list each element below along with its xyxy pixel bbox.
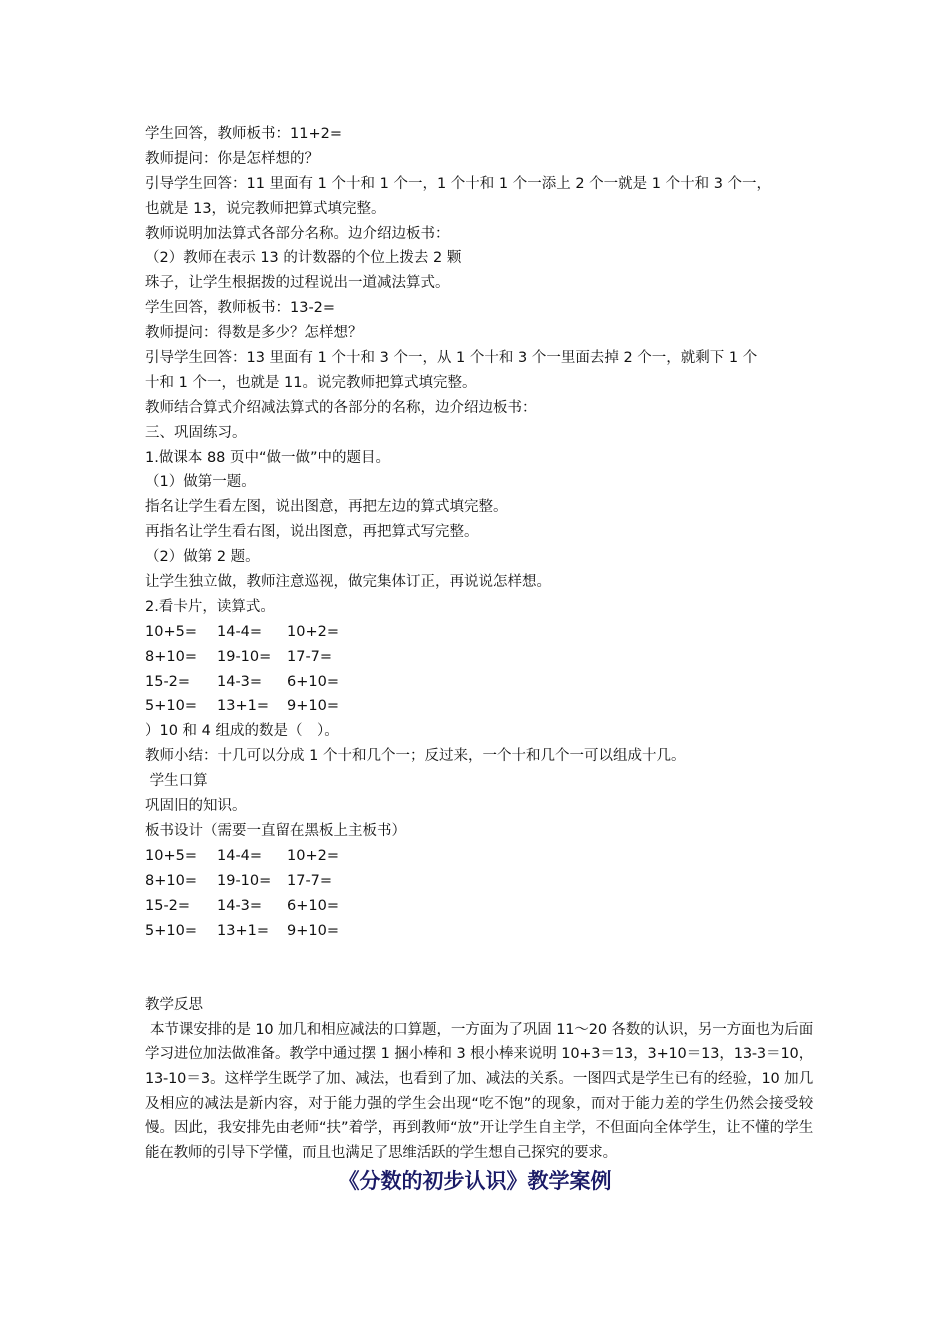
text-line: 让学生独立做，教师注意巡视，做完集体订正，再说说怎样想。 bbox=[145, 574, 551, 591]
equation: 8+10= bbox=[145, 648, 197, 665]
text-line: 学生回答，教师板书：13-2= bbox=[145, 300, 336, 317]
equation: 6+10= bbox=[287, 673, 339, 690]
text-line: 教师说明加法算式各部分名称。边介绍边板书： bbox=[145, 225, 450, 242]
text-line: （2）做第 2 题。 bbox=[145, 549, 260, 566]
equation: 5+10= bbox=[145, 922, 197, 939]
lesson-body bbox=[145, 122, 825, 943]
equation: 9+10= bbox=[287, 922, 339, 939]
equation: 14-3= bbox=[217, 897, 263, 914]
text-line: 再指名让学生看右图，说出图意，再把算式写完整。 bbox=[145, 524, 479, 541]
text-line: 也就是 13，说完教师把算式填完整。 bbox=[145, 200, 386, 217]
equation-row bbox=[145, 620, 825, 645]
equation: 9+10= bbox=[287, 698, 339, 715]
next-case-title: 《分数的初步认识》教学案例 bbox=[338, 1168, 612, 1193]
equation: 10+2= bbox=[287, 847, 339, 864]
text-line: 教师提问：你是怎样想的？ bbox=[145, 150, 319, 167]
equation: 10+5= bbox=[145, 623, 197, 640]
equation: 14-3= bbox=[217, 673, 263, 690]
text-line: 珠子，让学生根据拨的过程说出一道减法算式。 bbox=[145, 275, 450, 292]
equation: 17-7= bbox=[287, 872, 333, 889]
equation: 10+2= bbox=[287, 623, 339, 640]
card-equations-2 bbox=[145, 844, 825, 944]
equation: 5+10= bbox=[145, 698, 197, 715]
equation: 14-4= bbox=[217, 623, 263, 640]
text-line: 学生回答，教师板书：11+2= bbox=[145, 126, 342, 142]
text-line: 引导学生回答：13 里面有 1 个十和 3 个一，从 1 个十和 3 个一里面去掉 2 个一，就剩下 1 个 bbox=[145, 350, 758, 367]
text-line: （1）做第一题。 bbox=[145, 474, 256, 491]
equation: 15-2= bbox=[145, 897, 191, 914]
equation-row bbox=[145, 869, 825, 894]
equation: 15-2= bbox=[145, 673, 191, 690]
text-line: 教师提问：得数是多少？怎样想？ bbox=[145, 325, 363, 342]
text-line: ）10 和 4 组成的数是（ ）。 bbox=[145, 723, 339, 740]
equation-row bbox=[145, 645, 825, 670]
text-line: 教师小结：十几可以分成 1 个十和几个一；反过来，一个十和几个一可以组成十几。 bbox=[145, 748, 686, 765]
text-line: 学生口算 bbox=[145, 773, 208, 790]
card-equations-1 bbox=[145, 620, 825, 720]
equation: 14-4= bbox=[217, 847, 263, 864]
equation-row bbox=[145, 670, 825, 695]
reflection-heading: 教学反思 bbox=[145, 997, 203, 1013]
equation: 6+10= bbox=[287, 897, 339, 914]
equation: 10+5= bbox=[145, 847, 197, 864]
text-line: 十和 1 个一，也就是 11。说完教师把算式填完整。 bbox=[145, 374, 477, 391]
equation: 13+1= bbox=[217, 698, 269, 715]
text-line: 板书设计（需要一直留在黑板上主板书） bbox=[145, 822, 406, 839]
text-line: 引导学生回答：11 里面有 1 个十和 1 个一，1 个十和 1 个一添上 2 个一就是 1 个十和 3 个一， bbox=[145, 175, 772, 192]
equation: 19-10= bbox=[217, 648, 272, 665]
text-line: 1.做课本 88 页中“做一做”中的题目。 bbox=[145, 449, 391, 466]
equation-row bbox=[145, 844, 825, 869]
text-line: 指名让学生看左图，说出图意，再把左边的算式填完整。 bbox=[145, 499, 508, 516]
text-line: 2.看卡片，读算式。 bbox=[145, 598, 275, 615]
reflection-section bbox=[145, 993, 813, 1165]
equation: 17-7= bbox=[287, 648, 333, 665]
equation-row bbox=[145, 894, 825, 919]
reflection-paragraph: 本节课安排的是 10 加几和相应减法的口算题，一方面为了巩固 11～20 各数的认识，另一方面也为后面学习进位加法做准备。教学中通过摆 1 捆小棒和 3 根小棒来说明 10+3＝13，3+10＝13，13-3＝10，13-10＝3。这样学生既学了加、减法，也看到了加、减法的关系。一图四式是学生已有的经验，10 加几及相应的减法是新内容，对于能力强的学生会出现“吃不饱”的现象，而对于能力差的学生仍然会接受较慢。因此，我安排先由老师“扶”着学，再到教师“放”开让学生自主学，不但面向全体学生，让不懂的学生能在教师的引导下学懂，而且也满足了思维活跃的学生想自己探究的要求。 bbox=[145, 1021, 813, 1161]
text-line: 巩固旧的知识。 bbox=[145, 798, 247, 815]
equation: 13+1= bbox=[217, 922, 269, 939]
equation: 19-10= bbox=[217, 872, 272, 889]
text-line: 教师结合算式介绍减法算式的各部分的名称，边介绍边板书： bbox=[145, 399, 537, 416]
equation: 8+10= bbox=[145, 872, 197, 889]
text-line: （2）教师在表示 13 的计数器的个位上拨去 2 颗 bbox=[145, 250, 462, 267]
section-heading: 三、巩固练习。 bbox=[145, 424, 247, 441]
equation-row bbox=[145, 694, 825, 719]
equation-row bbox=[145, 919, 825, 944]
